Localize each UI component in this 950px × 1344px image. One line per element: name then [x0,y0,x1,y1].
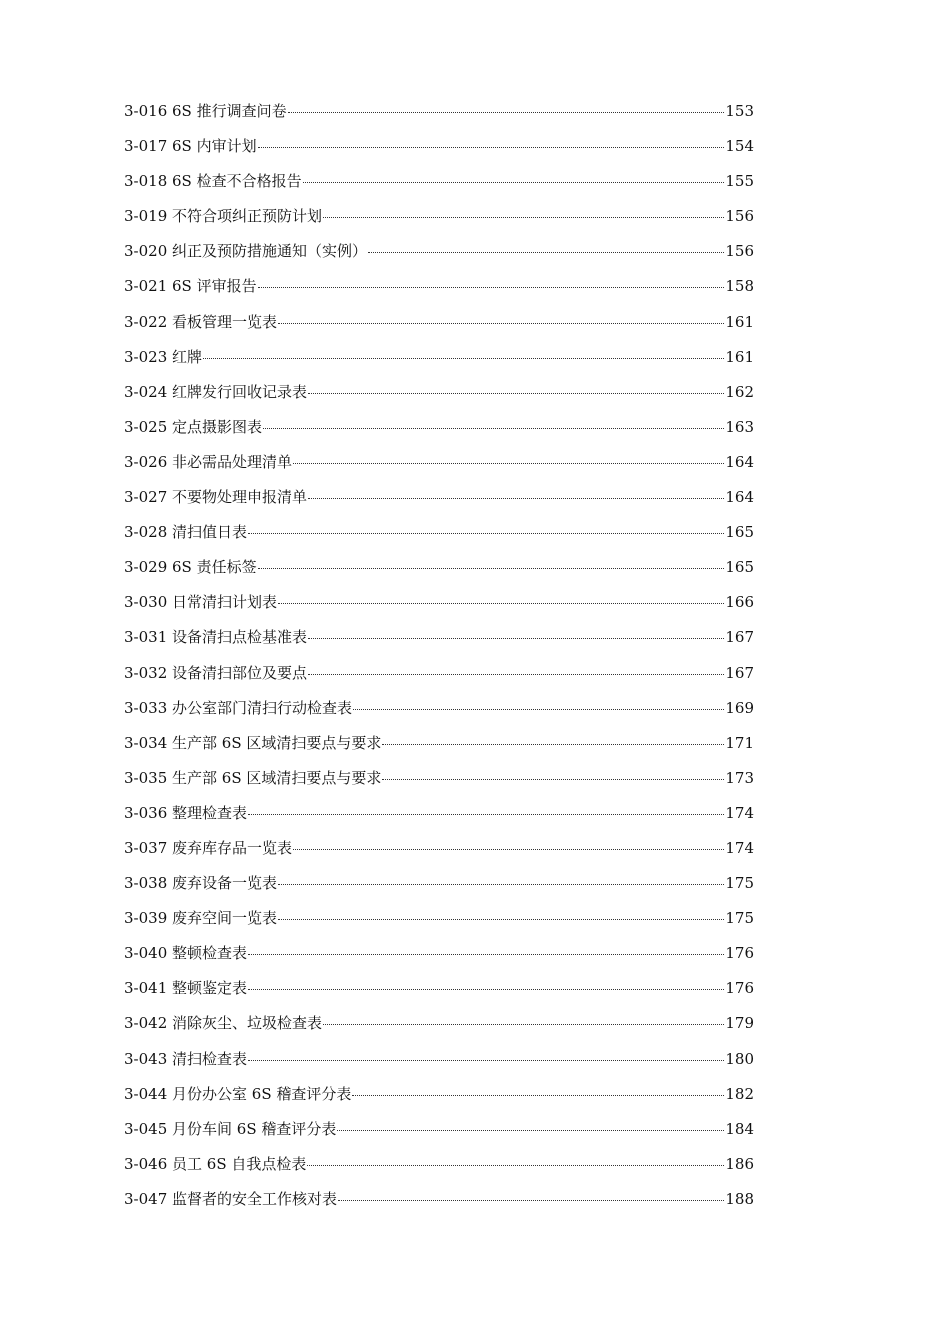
toc-entry-page-number: 166 [725,593,754,612]
dot-leader [323,1024,724,1025]
dot-leader [248,1060,724,1061]
toc-entry-page-number: 162 [725,382,754,401]
toc-entry[interactable] [124,1188,754,1223]
toc-entry-page-number: 164 [725,488,754,507]
dot-leader [303,182,725,183]
toc-entry-title: 3-033 办公室部门清扫行动检查表 [124,698,353,717]
dot-leader [382,779,724,780]
toc-entry-page-number: 175 [725,874,754,893]
toc-entry-page-number: 158 [725,277,754,296]
toc-entry[interactable] [124,381,754,416]
dot-leader [338,1200,724,1201]
toc-entry-page-number: 154 [725,137,754,156]
toc-entry[interactable] [124,451,754,486]
toc-entry-title: 3-016 6S 推行调查问卷 [124,102,287,120]
toc-entry-page-number: 184 [725,1119,754,1138]
toc-entry-page-number: 174 [725,838,754,857]
toc-entry[interactable] [124,767,754,802]
toc-entry-page-number: 169 [725,698,754,717]
toc-entry-page-number: 155 [725,172,754,191]
toc-entry[interactable] [124,732,754,767]
toc-entry[interactable] [124,697,754,732]
toc-entry-title: 3-038 废弃设备一览表 [124,874,278,893]
toc-entry[interactable] [124,275,754,310]
toc-entry[interactable] [124,486,754,521]
toc-entry-title: 3-027 不要物处理申报清单 [124,488,308,507]
dot-leader [278,919,724,920]
toc-entry-title: 3-047 监督者的安全工作核对表 [124,1189,338,1208]
toc-entry-title: 3-030 日常清扫计划表 [124,593,278,612]
dot-leader [308,674,724,675]
toc-entry-title: 3-023 红牌 [124,347,203,366]
toc-entry-title: 3-041 整顿鉴定表 [124,979,248,998]
toc-entry-page-number: 171 [725,733,754,752]
toc-entry[interactable] [124,977,754,1012]
toc-entry-title: 3-034 生产部 6S 区域清扫要点与要求 [124,733,382,752]
toc-entry[interactable] [124,521,754,556]
dot-leader [293,849,724,850]
toc-entry[interactable] [124,170,754,205]
toc-entry-title: 3-031 设备清扫点检基准表 [124,628,308,647]
dot-leader [382,744,724,745]
toc-entry-title: 3-022 看板管理一览表 [124,312,278,331]
toc-entry-title: 3-019 不符合项纠正预防计划 [124,207,323,226]
toc-entry[interactable] [124,416,754,451]
dot-leader [323,217,724,218]
dot-leader [278,603,724,604]
dot-leader [248,954,724,955]
toc-entry[interactable] [124,1083,754,1118]
dot-leader [258,287,725,288]
toc-entry-page-number: 180 [725,1049,754,1068]
toc-entry-title: 3-024 红牌发行回收记录表 [124,382,308,401]
toc-entry-page-number: 186 [725,1154,754,1173]
toc-entry-page-number: 153 [725,102,754,120]
toc-entry-title: 3-035 生产部 6S 区域清扫要点与要求 [124,768,382,787]
dot-leader [368,252,724,253]
dot-leader [293,463,724,464]
toc-entry-page-number: 161 [725,347,754,366]
dot-leader [308,393,724,394]
dot-leader [263,428,724,429]
toc-entry-page-number: 173 [725,768,754,787]
dot-leader [203,358,724,359]
toc-entry[interactable] [124,872,754,907]
toc-entry-title: 3-040 整顿检查表 [124,944,248,963]
toc-entry-page-number: 161 [725,312,754,331]
toc-entry-title: 3-042 消除灰尘、垃圾检查表 [124,1014,323,1033]
toc-entry-title: 3-025 定点摄影图表 [124,417,263,436]
dot-leader [248,814,724,815]
dot-leader [337,1130,724,1131]
toc-entry-page-number: 182 [725,1084,754,1103]
toc-entry[interactable] [124,135,754,170]
toc-entry[interactable] [124,942,754,977]
toc-entry-page-number: 156 [725,207,754,226]
toc-entry[interactable] [124,802,754,837]
dot-leader [352,1095,724,1096]
dot-leader [278,323,724,324]
toc-entry[interactable] [124,205,754,240]
toc-entry-page-number: 165 [725,523,754,542]
toc-entry-page-number: 156 [725,242,754,261]
toc-entry-title: 3-018 6S 检查不合格报告 [124,172,302,191]
dot-leader [248,533,724,534]
dot-leader [288,112,725,113]
toc-entry-title: 3-046 员工 6S 自我点检表 [124,1154,307,1173]
toc-entry[interactable] [124,240,754,275]
toc-entry[interactable] [124,311,754,346]
toc-entry[interactable] [124,556,754,591]
toc-entry-page-number: 188 [725,1189,754,1208]
toc-entry[interactable] [124,1012,754,1047]
toc-entry-title: 3-045 月份车间 6S 稽查评分表 [124,1119,337,1138]
toc-entry-title: 3-039 废弃空间一览表 [124,909,278,928]
toc-entry-page-number: 174 [725,803,754,822]
toc-entry-page-number: 179 [725,1014,754,1033]
dot-leader [258,147,725,148]
toc-entry-page-number: 164 [725,452,754,471]
dot-leader [258,568,725,569]
toc-entry-page-number: 167 [725,628,754,647]
toc-entry-page-number: 165 [725,558,754,577]
dot-leader [248,989,724,990]
toc-entry[interactable] [124,591,754,626]
toc-entry[interactable] [124,100,754,135]
toc-entry-title: 3-037 废弃库存品一览表 [124,838,293,857]
toc-entry-title: 3-044 月份办公室 6S 稽查评分表 [124,1084,352,1103]
toc-entry-page-number: 167 [725,663,754,682]
toc-entry[interactable] [124,346,754,381]
dot-leader [278,884,724,885]
toc-entry-title: 3-036 整理检查表 [124,803,248,822]
toc-entry-title: 3-021 6S 评审报告 [124,277,257,296]
toc-entry-title: 3-017 6S 内审计划 [124,137,257,156]
toc-entry[interactable] [124,626,754,661]
toc-entry[interactable] [124,837,754,872]
toc-entry-page-number: 176 [725,979,754,998]
toc-entry[interactable] [124,1118,754,1153]
toc-entry[interactable] [124,1048,754,1083]
toc-entry[interactable] [124,1153,754,1188]
toc-entry-page-number: 176 [725,944,754,963]
toc-entry-title: 3-026 非必需品处理清单 [124,452,293,471]
dot-leader [308,638,724,639]
toc-entry-title: 3-043 清扫检查表 [124,1049,248,1068]
toc-entry-page-number: 163 [725,417,754,436]
toc-entry-title: 3-028 清扫值日表 [124,523,248,542]
toc-entry-title: 3-020 纠正及预防措施通知（实例） [124,242,368,261]
toc-entry-title: 3-032 设备清扫部位及要点 [124,663,308,682]
dot-leader [307,1165,724,1166]
table-of-contents [124,100,754,1223]
toc-entry-title: 3-029 6S 责任标签 [124,558,257,577]
toc-entry[interactable] [124,907,754,942]
dot-leader [308,498,724,499]
dot-leader [353,709,724,710]
toc-entry[interactable] [124,662,754,697]
toc-entry-page-number: 175 [725,909,754,928]
